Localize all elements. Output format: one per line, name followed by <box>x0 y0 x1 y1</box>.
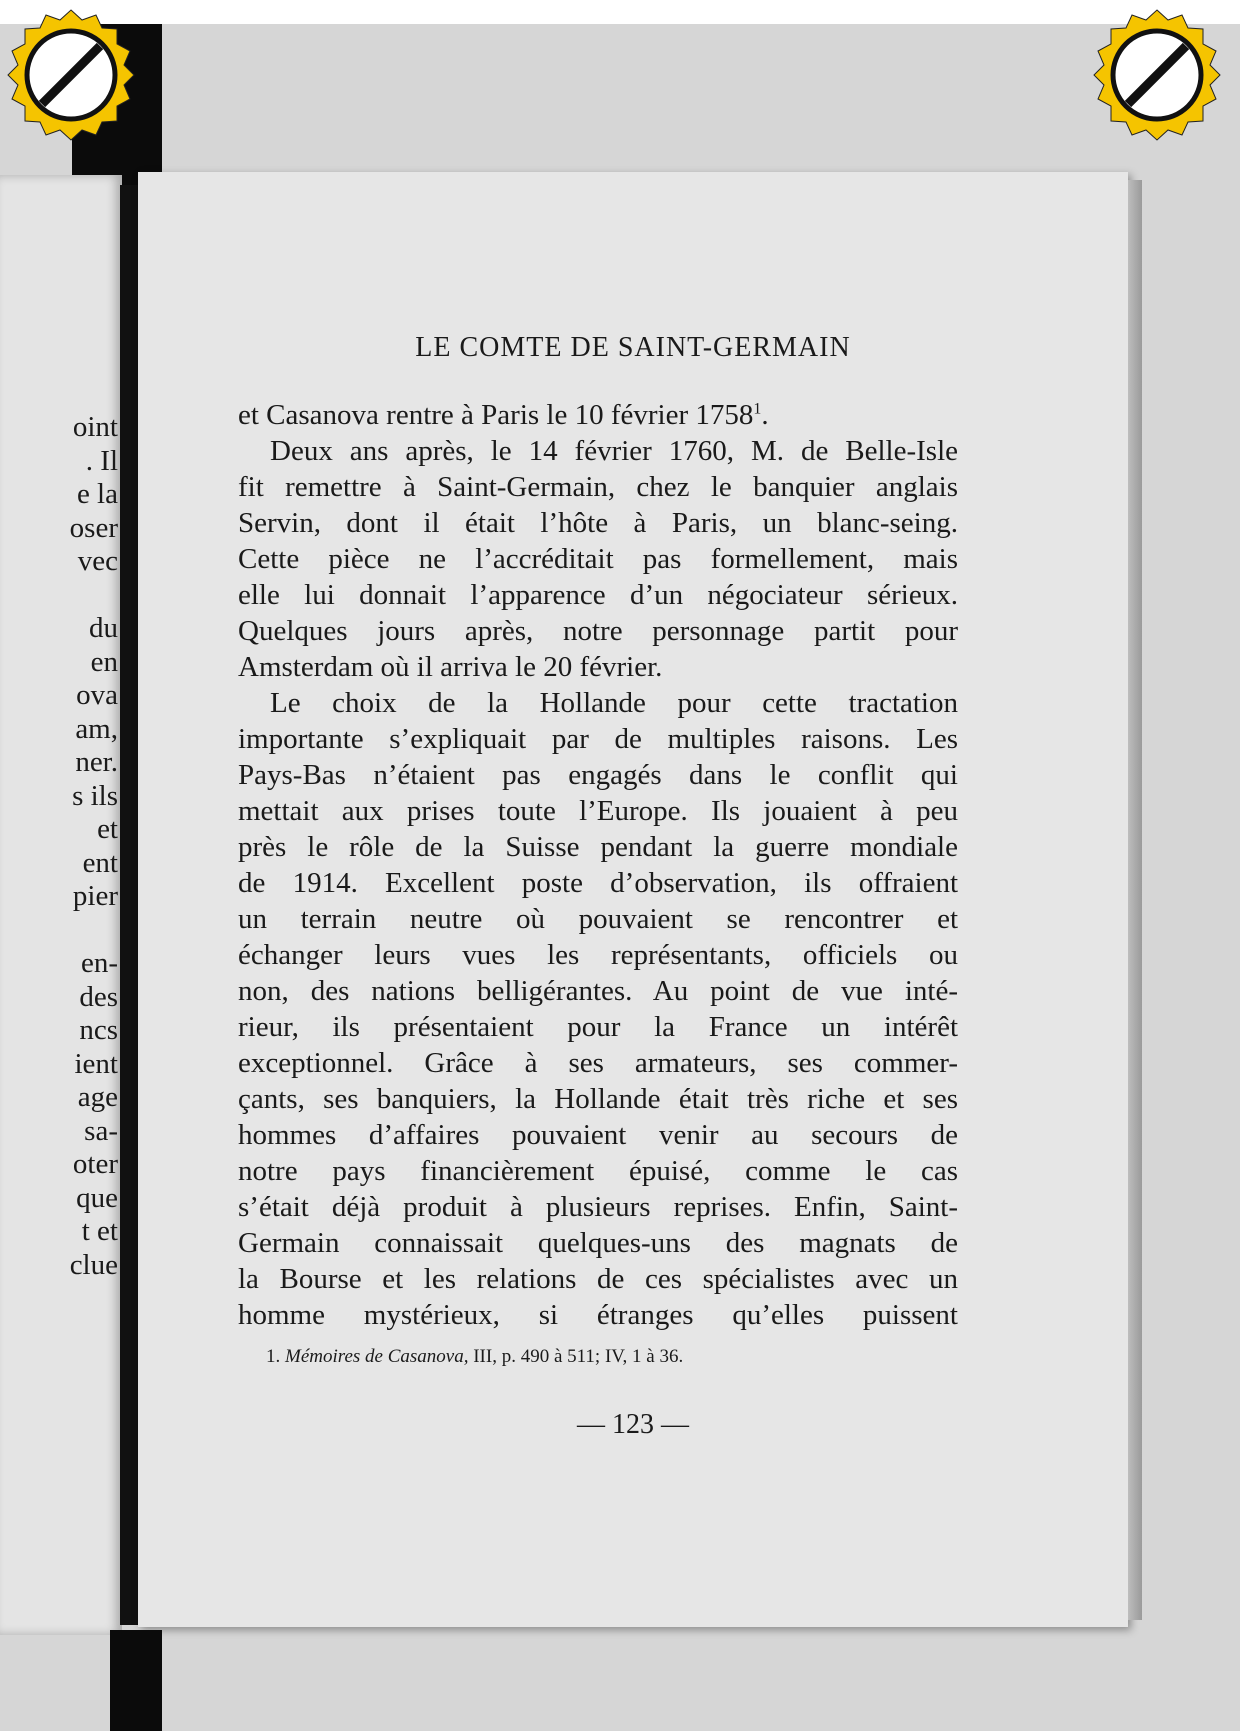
left-page-line: age <box>77 1081 118 1113</box>
left-page-line: que <box>76 1181 118 1214</box>
text-line-content: Servin, dont il était l’hôte à Paris, un blanc-seing. <box>238 507 958 539</box>
text-line <box>238 1261 958 1297</box>
text-line-content: fit remettre à Saint-Germain, chez le banquier anglais <box>238 471 958 503</box>
running-head: LE COMTE DE SAINT-GERMAIN <box>415 332 851 363</box>
text-line <box>238 901 958 937</box>
text-line-content: çants, ses banquiers, la Hollande était très riche et ses <box>238 1083 958 1115</box>
text-line <box>238 505 958 541</box>
text-line-content: Le choix de la Hollande pour cette tractation <box>270 687 958 719</box>
footnote-reference: III, p. 490 à 511; IV, 1 à 36. <box>473 1346 684 1367</box>
page-number: — 123 — <box>577 1409 689 1440</box>
left-page-line: s ils <box>72 779 118 812</box>
left-page-line: du <box>89 612 118 644</box>
text-line <box>238 721 958 757</box>
left-page-line: ova <box>76 679 118 711</box>
left-page-line: oter <box>72 1148 118 1180</box>
text-line <box>238 397 958 433</box>
text-line-content: un terrain neutre où pouvaient se rencontrer et <box>238 903 958 935</box>
text-line <box>238 577 958 613</box>
text-line <box>238 793 958 829</box>
text-line <box>238 685 958 721</box>
left-page-line: et <box>97 813 118 845</box>
text-line-content: Amsterdam où il arriva le 20 février. <box>238 651 663 683</box>
text-line <box>238 433 958 469</box>
text-line-content: Quelques jours après, notre personnage partit pour <box>238 615 958 647</box>
abbyy-seal-icon <box>4 8 138 142</box>
page-edge <box>1128 180 1142 1620</box>
text-line <box>238 973 958 1009</box>
left-page-line: ent <box>82 846 118 879</box>
text-line-content: mettait aux prises toute l’Europe. Ils jouaient à peu <box>238 795 958 827</box>
text-line <box>238 649 958 685</box>
footnote-marker: 1 <box>753 400 762 418</box>
left-page-line: en <box>90 645 118 678</box>
text-line-content: hommes d’affaires pouvaient venir au secours de <box>238 1119 958 1151</box>
book-page <box>138 172 1128 1627</box>
line-suffix: . <box>761 399 769 431</box>
left-page-line: en- <box>80 947 118 979</box>
footnote-number: 1. <box>266 1346 281 1367</box>
left-page-line: e la <box>76 478 118 510</box>
text-line <box>238 1189 958 1225</box>
text-line <box>238 469 958 505</box>
text-line <box>238 541 958 577</box>
text-line <box>238 1009 958 1045</box>
text-line-content: Pays-Bas n’étaient pas engagés dans le conflit qui <box>238 759 958 791</box>
left-page-line: am, <box>75 712 118 745</box>
text-line-content: homme mystérieux, si étranges qu’elles puissent <box>238 1299 958 1331</box>
text-line-content: échanger leurs vues les représentants, officiels ou <box>238 939 958 971</box>
text-line-content: Deux ans après, le 14 février 1760, M. de Belle-Isle <box>270 435 958 467</box>
text-line-content: s’était déjà produit à plusieurs reprises. Enfin, Saint- <box>238 1191 958 1223</box>
text-line-content: de 1914. Excellent poste d’observation, ils offraient <box>238 867 958 899</box>
left-page-line: pier <box>72 880 118 912</box>
text-line <box>238 1045 958 1081</box>
text-line-content: la Bourse et les relations de ces spécialistes avec un <box>238 1263 958 1295</box>
book-spine <box>120 185 138 1625</box>
abbyy-seal-icon <box>1090 8 1224 142</box>
adjacent-left-page <box>0 175 122 1635</box>
left-page-line: ncs <box>79 1014 118 1046</box>
text-line <box>238 937 958 973</box>
text-line <box>238 1117 958 1153</box>
text-line-content: Cette pièce ne l’accréditait pas formellement, mais <box>238 543 958 575</box>
text-line-content: elle lui donnait l’apparence d’un négociateur sérieux. <box>238 579 958 611</box>
footnote-title: Mémoires de Casanova, <box>285 1346 469 1367</box>
left-page-line: sa- <box>84 1114 118 1147</box>
text-line-content: non, des nations belligérantes. Au point de vue inté- <box>238 975 958 1007</box>
text-line <box>238 1225 958 1261</box>
text-line-content: notre pays financièrement épuisé, comme le cas <box>238 1155 958 1187</box>
text-line-content: Germain connaissait quelques-uns des magnats de <box>238 1227 958 1259</box>
text-line-content: exceptionnel. Grâce à ses armateurs, ses commer- <box>238 1047 958 1079</box>
left-page-line: oser <box>69 511 118 544</box>
body-text <box>238 397 958 1333</box>
left-page-line: clue <box>69 1248 118 1281</box>
text-line <box>238 829 958 865</box>
text-line <box>238 865 958 901</box>
left-page-line: oint <box>72 411 118 443</box>
abbyy-buy-badge-right[interactable] <box>1090 8 1224 142</box>
text-line <box>238 1081 958 1117</box>
footnote <box>266 1346 683 1368</box>
bookmark-ribbon-bottom <box>110 1630 162 1731</box>
text-line <box>238 613 958 649</box>
text-line <box>238 757 958 793</box>
text-line-content: près le rôle de la Suisse pendant la guerre mondiale <box>238 831 958 863</box>
left-page-line: . Il <box>85 444 118 477</box>
left-page-line: des <box>79 980 118 1013</box>
text-line-content: et Casanova rentre à Paris le 10 février 1758 <box>238 399 754 431</box>
left-page-line: ner. <box>75 746 118 778</box>
left-page-line: t et <box>81 1215 118 1247</box>
text-line <box>238 1297 958 1333</box>
text-line <box>238 1153 958 1189</box>
left-page-line: ient <box>74 1047 118 1080</box>
text-line-content: rieur, ils présentaient pour la France un intérêt <box>238 1011 958 1043</box>
text-line-content: importante s’expliquait par de multiples raisons. Les <box>238 723 958 755</box>
left-page-line: vec <box>77 545 118 577</box>
abbyy-buy-badge-left[interactable] <box>4 8 138 142</box>
